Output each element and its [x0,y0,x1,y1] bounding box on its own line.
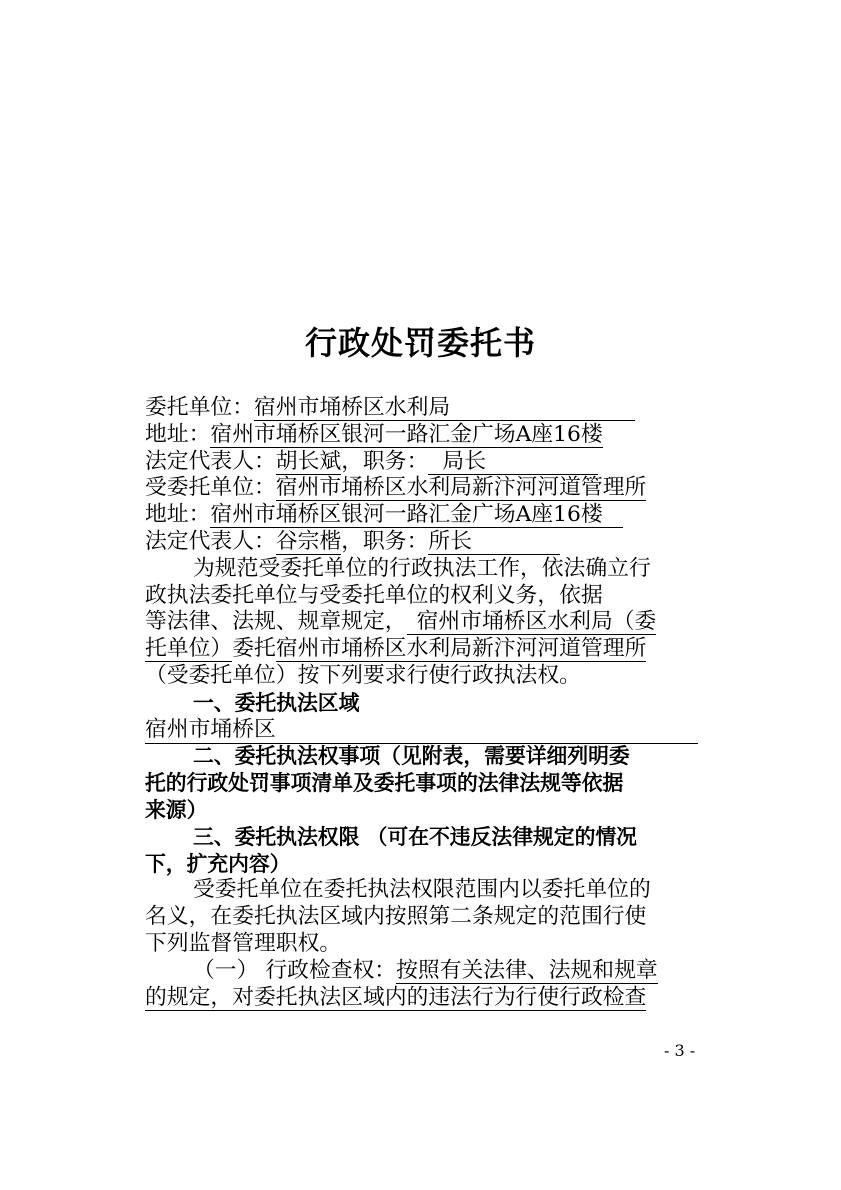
page-number: - 3 - [664,1041,696,1060]
item1-text-b: 的规定，对委托执法区域内的违法行为行使行政检查 [145,984,647,1010]
preamble-line2: 政执法委托单位与受委托单位的权利义务，依据 [145,582,603,608]
document-body [145,395,705,1011]
item1-text-a: 按照有关法律、法规和规章 [396,957,658,983]
section1-heading: 一、委托执法区域 [193,690,360,715]
preamble-line3: 等法律、法规、规章规定， 宿州市埇桥区水利局（委 [145,609,657,635]
agent-value: 宿州市埇桥区水利局新汴河河道管理所 [275,475,647,501]
preamble-line1: 为规范受委托单位的行政执法工作，依法确立行 [193,555,651,581]
section2-line3: 来源） [145,797,208,822]
principal-line [145,395,705,422]
agent-line [145,475,705,502]
address2-line [145,502,705,529]
agent-ref: 宿州市埇桥区水利局新汴河河道管理所 [275,636,647,662]
rep1-line [145,449,705,476]
rep2-title: 所长 [428,529,560,555]
address1-line [145,422,705,449]
section3-p1-line1: 受委托单位在委托执法权限范围内以委托单位的 [193,877,651,903]
section2-line2: 托的行政处罚事项清单及委托事项的法律法规等依据 [145,771,624,796]
address1-label: 地址： [145,421,211,447]
region-value: 宿州市埇桥区 [145,717,698,745]
rep1-name: 胡长斌 [275,448,342,474]
item1-label: （一） 行政检查权： [193,957,397,983]
rep2-label: 法定代表人： [145,528,276,554]
section2-line1: 二、委托执法权事项（见附表，需要详细列明委 [193,744,630,769]
rep2-line [145,529,705,556]
preamble-line5: （受委托单位）按下列要求行使行政执法权。 [145,662,581,688]
item1-line1 [145,958,705,985]
principal-ref: 宿州市埇桥区水利局（委 [407,609,657,635]
address2-label: 地址： [145,502,211,528]
rep1-sep: ，职务： [341,448,429,474]
address1-value: 宿州市埇桥区银河一路汇金广场A座16楼 [210,421,603,447]
preamble-line4: 托单位）委托宿州市埇桥区水利局新汴河河道管理所 [145,636,647,662]
rep2-sep: ，职务： [341,528,429,554]
section3-line2: 下，扩充内容） [145,851,291,876]
agent-label: 受委托单位： [145,475,276,501]
document-title: 行政处罚委托书 [304,324,536,362]
item1-line2 [145,985,705,1012]
section3-p1-line2: 名义，在委托执法区域内按照第二条规定的范围行使 [145,904,647,930]
rep1-label: 法定代表人： [145,448,276,474]
rep1-title: 局长 [428,449,598,475]
principal-label: 委托单位： [145,395,254,420]
rep2-name: 谷宗楷 [275,528,342,554]
address2-value: 宿州市埇桥区银河一路汇金广场A座16楼 [210,502,622,528]
section1-value-line [145,717,705,744]
principal-ref-end: 托单位） [145,636,233,662]
section3-p1-line3: 下列监督管理职权。 [145,930,342,956]
principal-value: 宿州市埇桥区水利局 [254,395,635,421]
section3-line1: 三、委托执法权限 （可在不违反法律规定的情况 [193,824,637,849]
